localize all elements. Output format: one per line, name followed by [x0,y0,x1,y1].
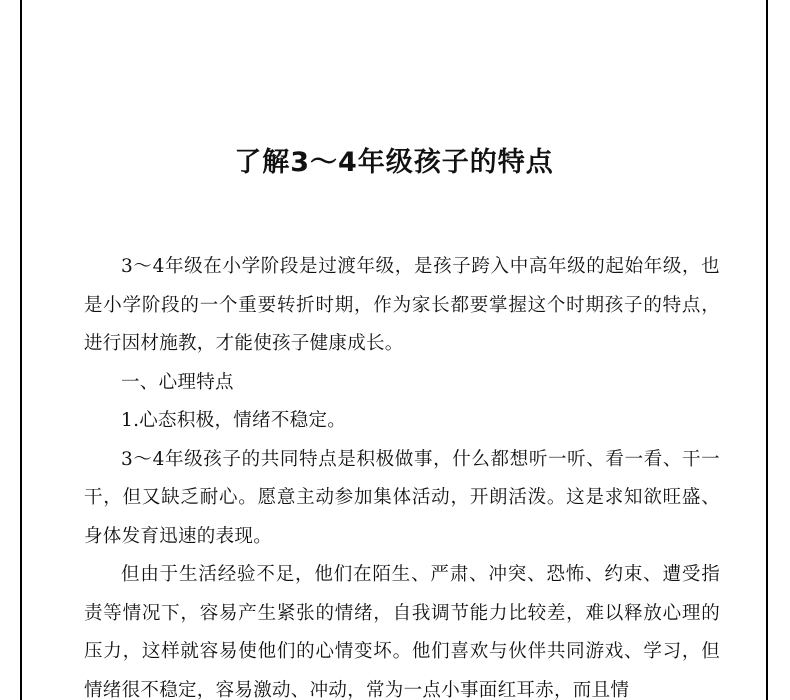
subsection-heading-1: 1.心态积极，情绪不稳定。 [121,410,347,431]
section-heading-psychology: 一、心理特点 [121,371,234,393]
paragraph-common-traits: 3～4年级孩子的共同特点是积极做事，什么都想听一听、看一看、干一干，但又缺乏耐心。愿意主动参加集体活动，开朗活泼。这是求知欲旺盛、身体发育迅速的表现。 [84,448,720,547]
paragraph-emotions: 但由于生活经验不足，他们在陌生、严肃、冲突、恐怖、约束、遭受指责等情况下，容易产生紧张的情绪，自我调节能力比较差，难以释放心理的压力，这样就容易使他们的心情变坏。他们喜欢与伙伴共同游戏、学习，但情绪很不稳定，容易激动、冲动，常为一点小事面红耳赤，而且情 [84,564,720,700]
page-title: 了解3～4年级孩子的特点 [234,147,554,178]
paragraph-intro: 3～4年级在小学阶段是过渡年级，是孩子跨入中高年级的起始年级，也是小学阶段的一个重要转折时期，作为家长都要掌握这个时期孩子的特点，进行因材施教，才能使孩子健康成长。 [84,256,720,354]
body-text [84,248,720,700]
document-page [20,0,768,700]
